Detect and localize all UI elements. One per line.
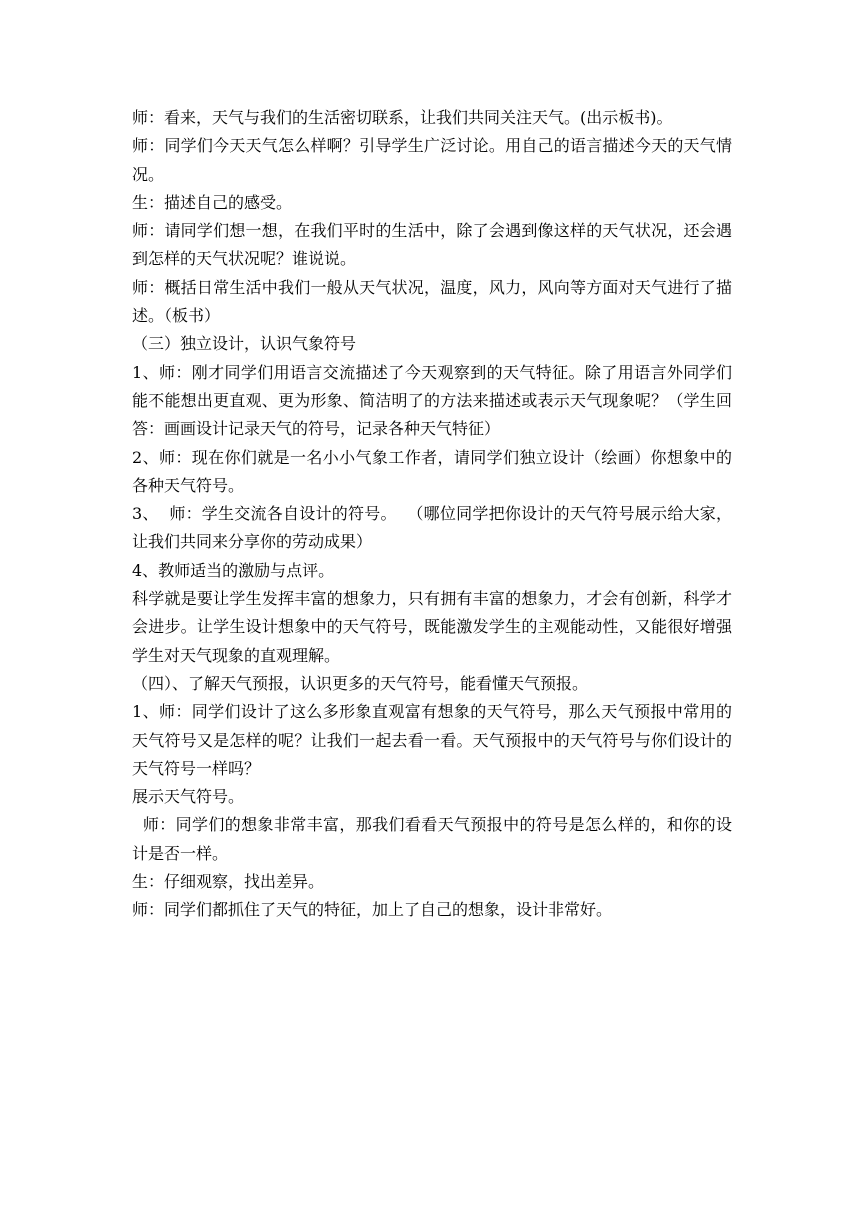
paragraph-teacher-think: 师：请同学们想一想，在我们平时的生活中，除了会遇到像这样的天气状况，还会遇到怎样的天气状况呢？谁说说。 xyxy=(132,221,732,269)
paragraph-step-3: 3、 师：学生交流各自设计的符号。 （哪位同学把你设计的天气符号展示给大家，让我们共同来分享你的劳动成果） xyxy=(132,504,732,552)
paragraph-student-observe: 生：仔细观察，找出差异。 xyxy=(132,872,325,892)
section-heading-three: （三）独立设计，认识气象符号 xyxy=(132,334,357,354)
paragraph-show-symbols: 展示天气符号。 xyxy=(132,787,245,807)
paragraph-student-feelings: 生：描述自己的感受。 xyxy=(132,192,293,212)
section-heading-four: （四）、了解天气预报，认识更多的天气符号，能看懂天气预报。 xyxy=(132,673,589,693)
document-body xyxy=(132,104,732,925)
paragraph-teacher-praise: 师：同学们都抓住了天气的特征，加上了自己的想象，设计非常好。 xyxy=(132,900,613,920)
paragraph-science-imagination: 科学就是要让学生发挥丰富的想象力，只有拥有丰富的想象力，才会有创新，科学才会进步。让学生设计想象中的天气符号，既能激发学生的主观能动性，又能很好增强学生对天气现象的直观理解。 xyxy=(132,589,732,665)
paragraph-step-2: 2、师：现在你们就是一名小小气象工作者，请同学们独立设计（绘画）你想象中的各种天气符号。 xyxy=(132,447,732,495)
paragraph-step-1: 1、师：刚才同学们用语言交流描述了今天观察到的天气特征。除了用语言外同学们能不能想出更直观、更为形象、简洁明了的方法来描述或表示天气现象呢？（学生回答：画画设计记录天气的符号，记录各种天气特征） xyxy=(132,362,732,439)
paragraph-teacher-today-weather: 师：同学们今天天气怎么样啊？引导学生广泛讨论。用自己的语言描述今天的天气情况。 xyxy=(132,136,732,184)
paragraph-teacher-summary: 师：概括日常生活中我们一般从天气状况，温度，风力，风向等方面对天气进行了描述。（板书） xyxy=(132,277,732,326)
paragraph-forecast-step-1: 1、师：同学们设计了这么多形象直观富有想象的天气符号，那么天气预报中常用的天气符号又是怎样的呢？让我们一起去看一看。天气预报中的天气符号与你们设计的天气符号一样吗？ xyxy=(132,702,732,778)
paragraph-teacher-compare: 师：同学们的想象非常丰富，那我们看看天气预报中的符号是怎么样的，和你的设计是否一样。 xyxy=(132,815,732,863)
paragraph-teacher-weather-intro: 师：看来，天气与我们的生活密切联系，让我们共同关注天气。(出示板书)。 xyxy=(132,108,673,127)
paragraph-step-4: 4、教师适当的激励与点评。 xyxy=(132,560,335,580)
